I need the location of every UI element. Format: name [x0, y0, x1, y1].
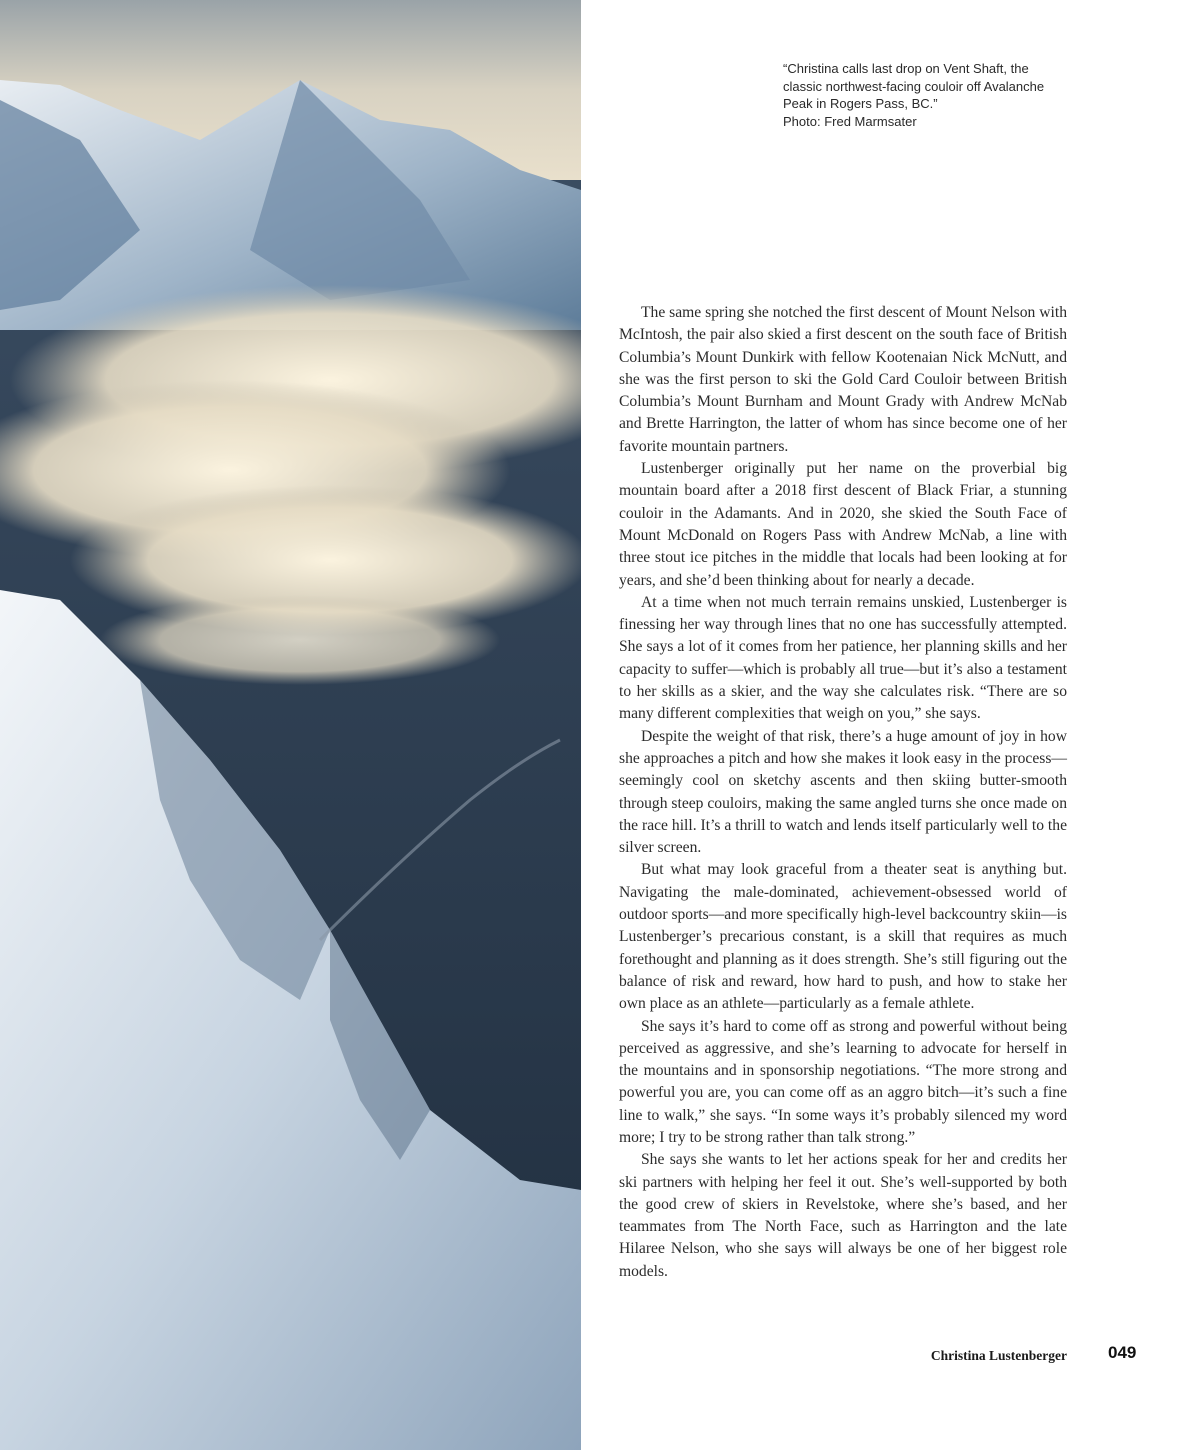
article-body	[619, 302, 1067, 1283]
article-paragraph: Lustenberger originally put her name on the proverbial big mountain board after a 2018 first descent of Black Friar, a stunning couloir in the Adamants. And in 2020, she skied the South Face of Mount McDonald on Rogers Pass with Andrew McNab, a line with three stout ice pitches in the middle that locals had been looking at for years, and she’d been thinking about for nearly a decade.	[619, 460, 1067, 589]
caption-line: Peak in Rogers Pass, BC.”	[783, 96, 938, 111]
page-number: 049	[1108, 1343, 1137, 1362]
article-paragraph: The same spring she notched the first descent of Mount Nelson with McIntosh, the pair also skied a first descent on the south face of British Columbia’s Mount Dunkirk with fellow Kootenaian Nick McNutt, and she was the first person to ski the Gold Card Couloir between British Columbia’s Mount Burnham and Mount Grady with Andrew McNab and Brette Harrington, the latter of whom has since become one of her favorite mountain partners.	[619, 304, 1067, 455]
article-paragraph: She says she wants to let her actions speak for her and credits her ski partners with helping her feel it out. She’s well-supported by both the good crew of skiers in Revelstoke, where she’s based, and her teammates from The North Face, such as Harrington and the late Hilaree Nelson, who she says will always be one of her biggest role models.	[619, 1151, 1067, 1280]
article-paragraph: At a time when not much terrain remains unskied, Lustenberger is finessing her way through lines that no one has successfully attempted. She says a lot of it comes from her patience, her planning skills and her capacity to suffer—which is probably all true—but it’s also a testament to her skills as a skier, and the way she calculates risk. “There are so many different complexities that weigh on you,” she says.	[619, 593, 1067, 723]
article-paragraph: Despite the weight of that risk, there’s a huge amount of joy in how she approaches a pitch and how she makes it look easy in the process—seemingly cool on sketchy ascents and then skiing butter-smooth through steep couloirs, making the same angled turns she once made on the race hill. It’s a thrill to watch and lends itself particularly well to the silver screen.	[619, 727, 1067, 857]
mountain-scene-illustration	[0, 0, 581, 1450]
photo-caption	[783, 60, 1083, 130]
mountain-photo	[0, 0, 581, 1450]
photo-credit: Photo: Fred Marmsater	[783, 113, 917, 129]
running-footer-name: Christina Lustenberger	[930, 1348, 1067, 1363]
article-paragraph: She says it’s hard to come off as strong and powerful without being perceived as aggressive, and she’s learning to advocate for herself in the mountains and in sponsorship negotiations. “The more strong and powerful you are, you can come off as an aggro bitch—it’s such a fine line to walk,” she says. “In some ways it’s probably silenced my word more; I try to be strong rather than talk strong.”	[619, 1017, 1067, 1146]
caption-line: classic northwest-facing couloir off Avalanche	[783, 78, 1045, 94]
caption-line: “Christina calls last drop on Vent Shaft, the	[783, 61, 1029, 76]
article-paragraph: But what may look graceful from a theater seat is anything but. Navigating the male-dominated, achievement-obsessed world of outdoor sports—and more specifically high-level backcountry skiin—is Lustenberger’s precarious constant, is a skill that requires as much forethought and planning as it does strength. She’s still figuring out the balance of risk and reward, how hard to push, and how to stake her own place as an athlete—particularly as a female athlete.	[619, 861, 1067, 1013]
